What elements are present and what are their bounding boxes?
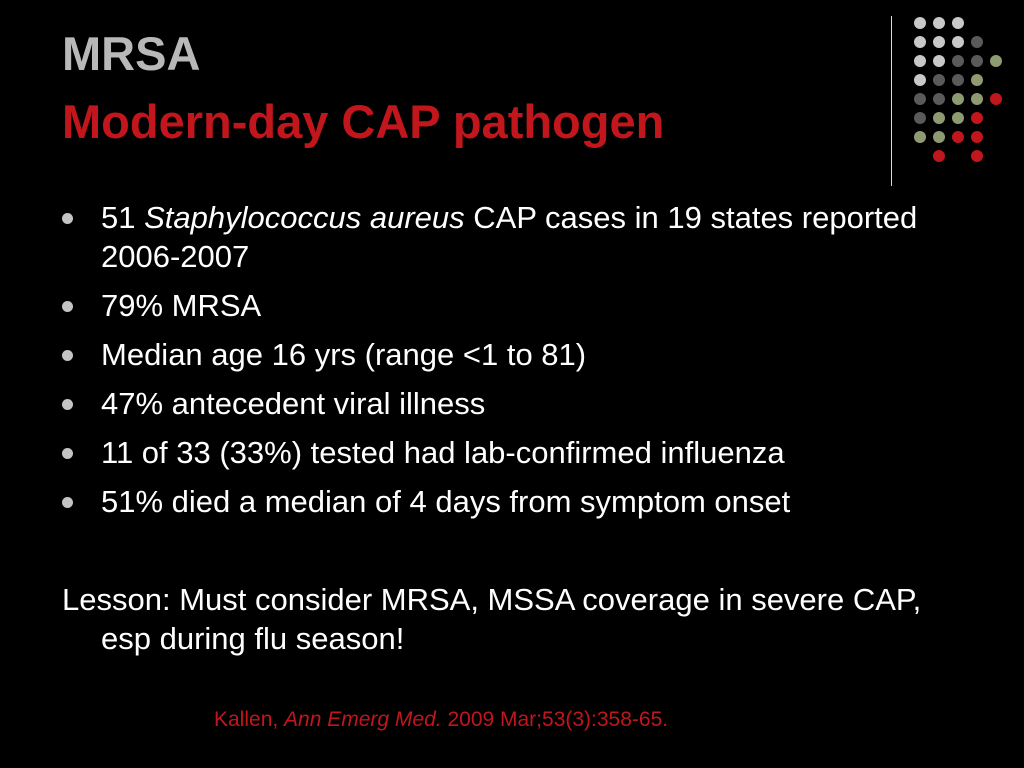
decorative-dot [933,36,945,48]
decorative-dot [933,112,945,124]
decorative-dot [933,93,945,105]
bullet-marker-icon [62,399,73,410]
bullet-marker-icon [62,497,73,508]
decorative-dot [914,17,926,29]
citation [214,708,668,732]
bullet-item: Median age 16 yrs (range <1 to 81) [62,335,962,374]
decorative-dot [933,55,945,67]
bullet-marker-icon [62,301,73,312]
slide-subtitle: Modern-day CAP pathogen [62,95,665,148]
citation-journal: Ann Emerg Med. [284,708,442,731]
lesson-text: Lesson: Must consider MRSA, MSSA coverage in severe CAP, esp during flu season! [62,582,922,656]
decorative-dot [971,93,983,105]
decorative-dot [952,74,964,86]
bullet-marker-icon [62,213,73,224]
decorative-dot [971,131,983,143]
decorative-dot [990,93,1002,105]
decorative-dot [933,131,945,143]
decorative-dot [952,112,964,124]
decorative-dot [914,55,926,67]
decorative-dot [933,74,945,86]
decorative-dot [952,131,964,143]
decorative-dot [971,55,983,67]
decorative-dot [914,36,926,48]
decorative-dot [952,36,964,48]
bullet-marker-icon [62,448,73,459]
decorative-dot [952,93,964,105]
citation-details: 2009 Mar;53(3):358-65. [441,708,669,731]
decorative-dot [914,131,926,143]
decorative-dot [990,55,1002,67]
bullet-list [62,198,962,531]
bullet-item: 51% died a median of 4 days from symptom onset [62,482,962,521]
bullet-marker-icon [62,350,73,361]
bullet-item: 47% antecedent viral illness [62,384,962,423]
decorative-dot [914,93,926,105]
decorative-dot [933,150,945,162]
bullet-item: 79% MRSA [62,286,962,325]
slide-title: MRSA [62,27,201,80]
decorative-dot [914,74,926,86]
decorative-dot [971,36,983,48]
decorative-dot [971,150,983,162]
decorative-divider [891,16,892,186]
citation-author: Kallen, [214,708,285,731]
decorative-dot [933,17,945,29]
bullet-item: 11 of 33 (33%) tested had lab-confirmed influenza [62,433,962,472]
decorative-dot [971,112,983,124]
decorative-dot [952,55,964,67]
decorative-dot [971,74,983,86]
decorative-dot [914,112,926,124]
bullet-item: 51 Staphylococcus aureus CAP cases in 19 states reported 2006-2007 [62,198,962,276]
decorative-dot [952,17,964,29]
